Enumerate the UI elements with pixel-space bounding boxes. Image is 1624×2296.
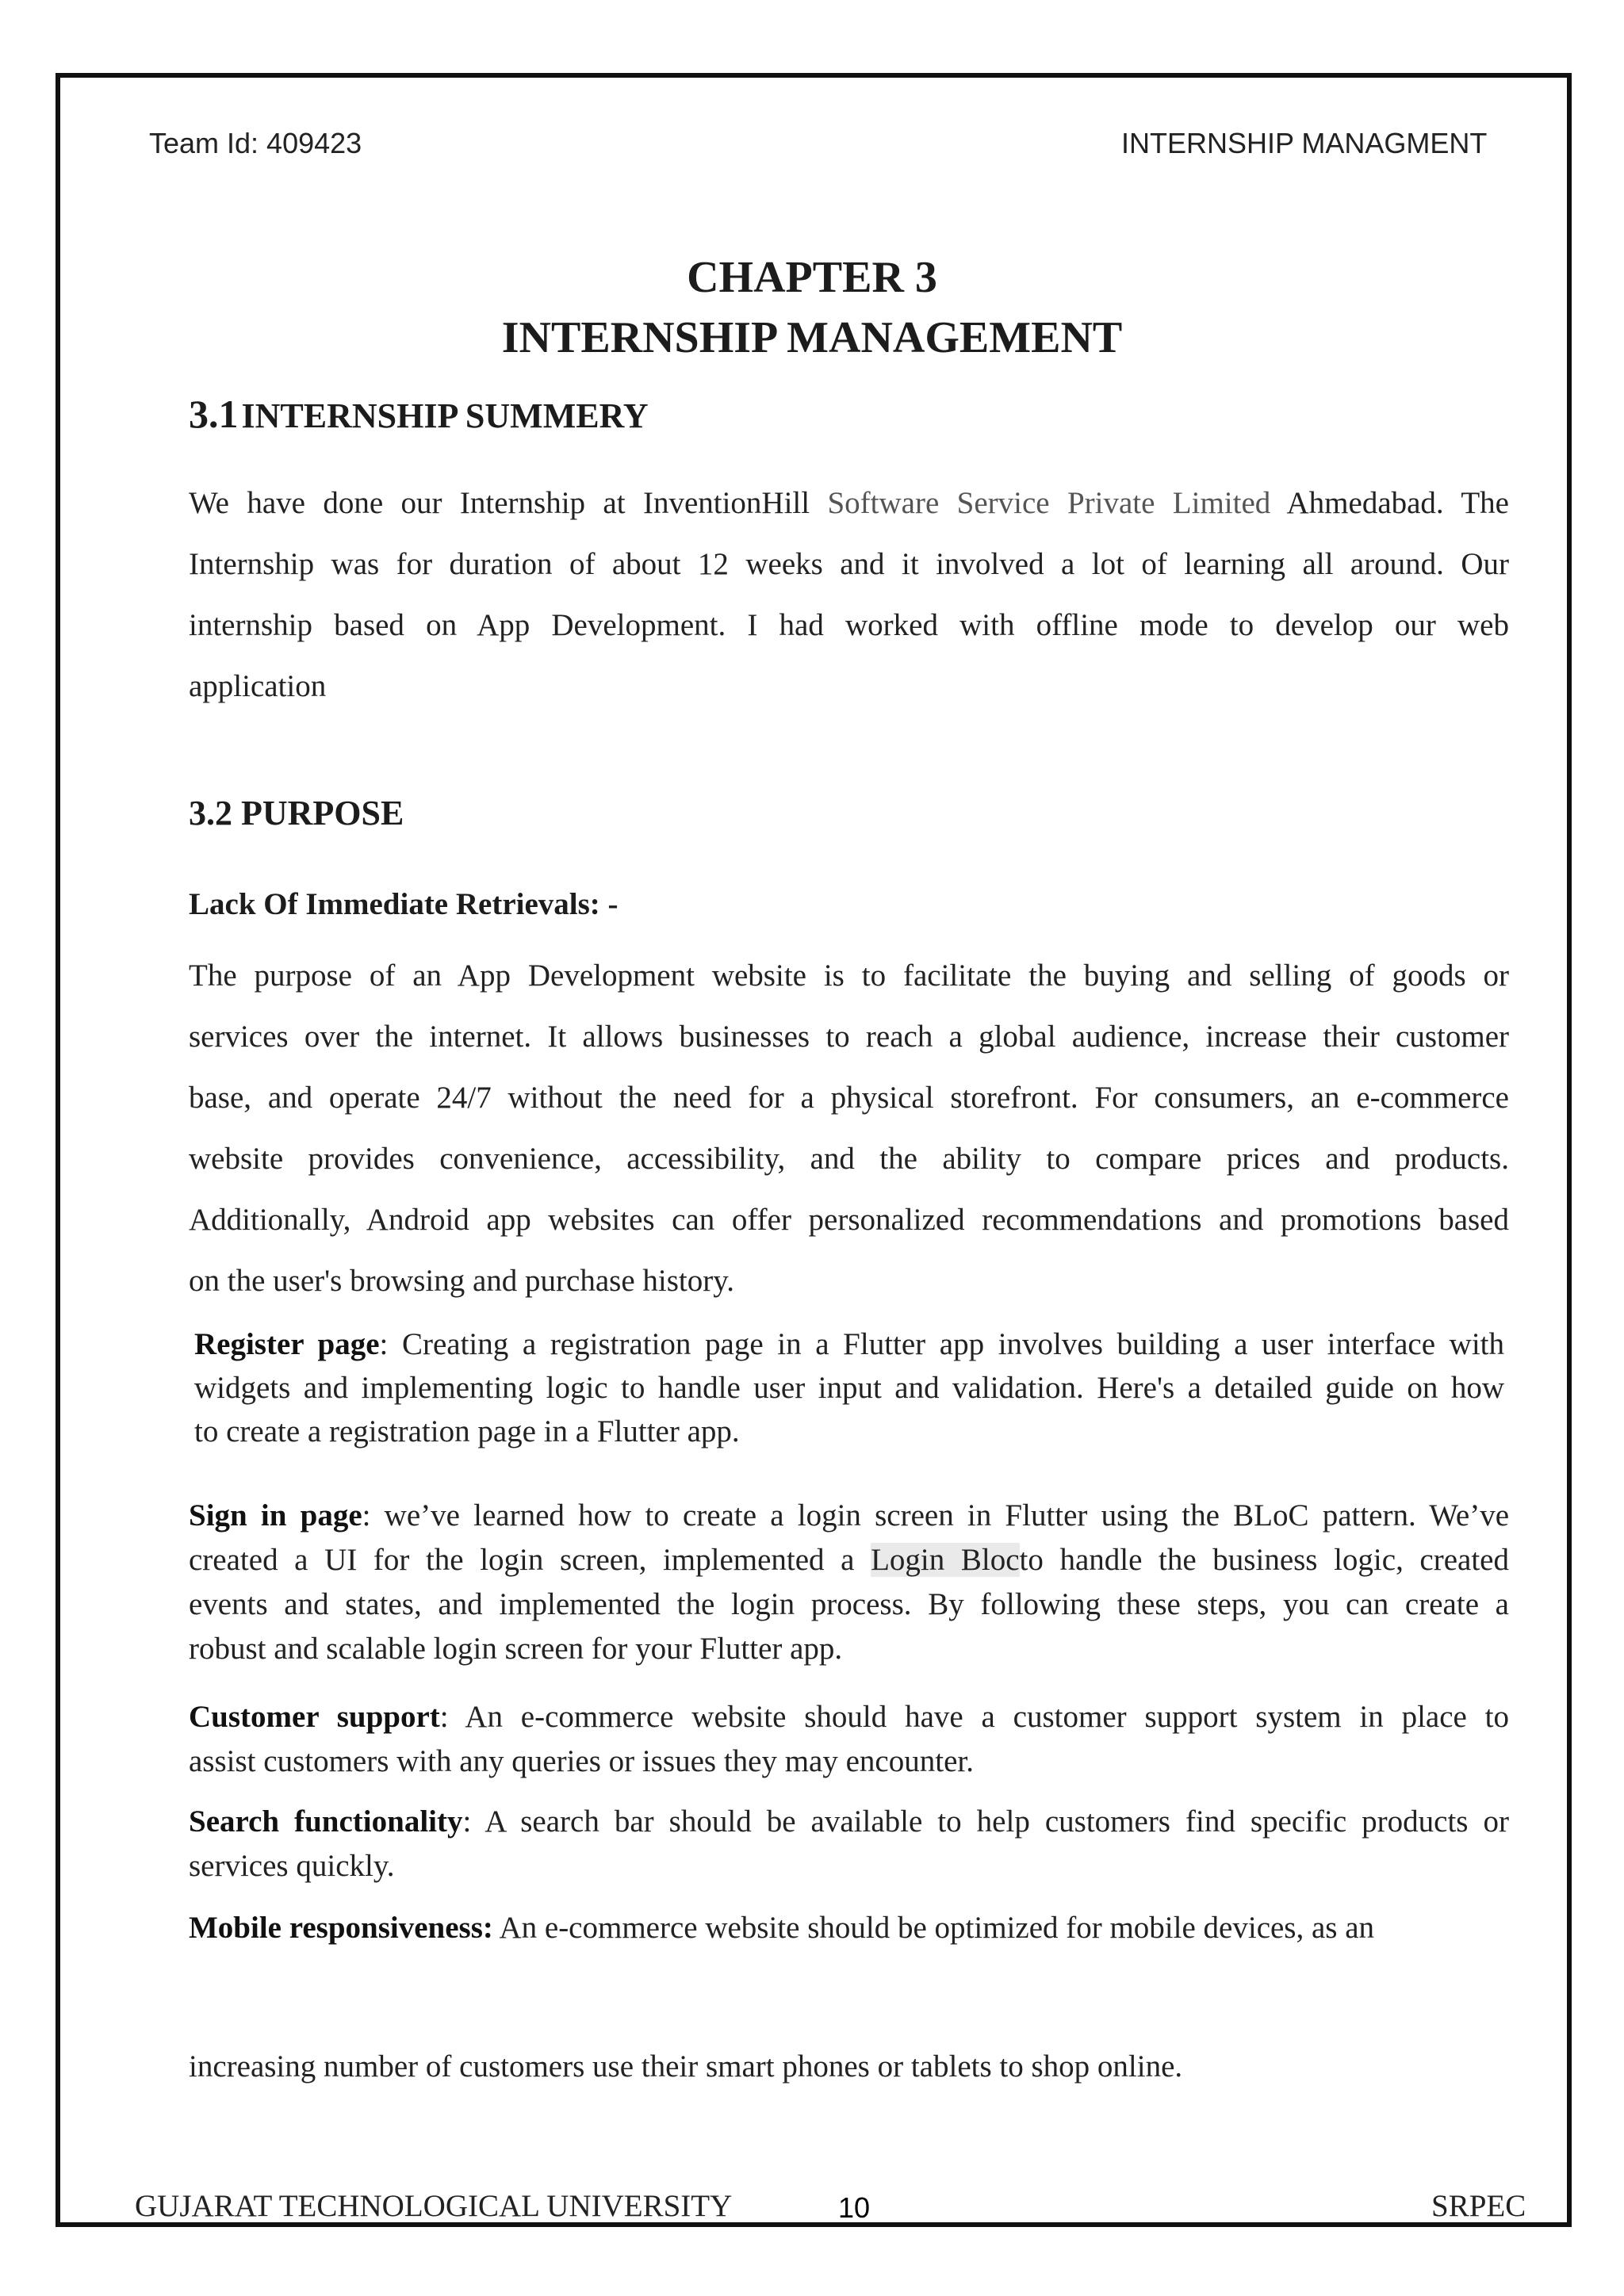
- support-line-1: Customer support: An e-commerce website should have a customer support system in place to: [189, 1700, 1509, 1734]
- signin-line-3: events and states, and implemented the login process. By following these steps, you can create a: [189, 1587, 1509, 1621]
- summary-line-3: internship based on App Development. I had worked with offline mode to develop our web: [189, 608, 1509, 642]
- purpose-line-3: base, and operate 24/7 without the need for a physical storefront. For consumers, an e-commerce: [189, 1081, 1509, 1115]
- footer-college: SRPEC: [1431, 2189, 1526, 2223]
- section-number: 3.1: [189, 392, 239, 436]
- mobile-line-2: increasing number of customers use their smart phones or tablets to shop online.: [189, 2049, 1183, 2084]
- chapter-number: CHAPTER 3: [687, 253, 937, 302]
- purpose-line-5: Additionally, Android app websites can offer personalized recommendations and promotions based: [189, 1203, 1509, 1237]
- summary-line-1: We have done our Internship at InventionHill Software Service Private Limited Ahmedabad. The: [189, 486, 1509, 520]
- signin-line-1: Sign in page: we’ve learned how to create a login screen in Flutter using the BLoC pattern. We’ve: [189, 1498, 1510, 1533]
- footer-university: GUJARAT TECHNOLOGICAL UNIVERSITY: [135, 2189, 733, 2223]
- register-line-1: Register page: Creating a registration page in a Flutter app involves building a user interface with: [194, 1327, 1504, 1361]
- purpose-subheading: Lack Of Immediate Retrievals: -: [189, 887, 619, 921]
- header-project-title: INTERNSHIP MANAGMENT: [1121, 127, 1488, 159]
- signin-term: Sign in page: [189, 1498, 362, 1533]
- company-name: Software Service Private Limited: [827, 486, 1271, 520]
- support-line-2: assist customers with any queries or issues they may encounter.: [189, 1744, 974, 1778]
- search-term: Search functionality: [189, 1804, 463, 1839]
- purpose-line-6: on the user's browsing and purchase history.: [189, 1264, 734, 1298]
- register-line-3: to create a registration page in a Flutter app.: [194, 1414, 740, 1448]
- signin-line-2: created a UI for the login screen, implemented a Login Blocto handle the business logic, created: [189, 1543, 1509, 1577]
- purpose-line-4: website provides convenience, accessibility, and the ability to compare prices and products.: [189, 1142, 1509, 1176]
- section-heading-summary: [189, 391, 649, 437]
- support-term: Customer support: [189, 1700, 440, 1734]
- purpose-line-2: services over the internet. It allows businesses to reach a global audience, increase their customer: [189, 1020, 1509, 1054]
- summary-line-4: application: [189, 669, 327, 703]
- login-bloc-highlight: Login Bloc: [871, 1543, 1020, 1577]
- header-team-id: Team Id: 409423: [149, 127, 362, 159]
- mobile-term: Mobile responsiveness:: [189, 1911, 493, 1945]
- search-line-2: services quickly.: [189, 1849, 395, 1883]
- summary-line-2: Internship was for duration of about 12 weeks and it involved a lot of learning all around. Our: [189, 547, 1509, 581]
- mobile-line-1: Mobile responsiveness: An e-commerce website should be optimized for mobile devices, as an: [189, 1911, 1375, 1945]
- chapter-title: INTERNSHIP MANAGEMENT: [501, 313, 1123, 362]
- purpose-line-1: The purpose of an App Development website is to facilitate the buying and selling of goods or: [189, 959, 1509, 993]
- signin-line-4: robust and scalable login screen for your Flutter app.: [189, 1632, 843, 1666]
- search-line-1: Search functionality: A search bar should be available to help customers find specific products or: [189, 1804, 1509, 1839]
- section-heading-purpose: 3.2 PURPOSE: [189, 794, 404, 832]
- register-line-2: widgets and implementing logic to handle user input and validation. Here's a detailed guide on how: [194, 1371, 1504, 1405]
- register-term: Register page: [194, 1327, 380, 1361]
- page-number: 10: [838, 2191, 871, 2224]
- section-title: INTERNSHIP SUMMERY: [241, 396, 649, 435]
